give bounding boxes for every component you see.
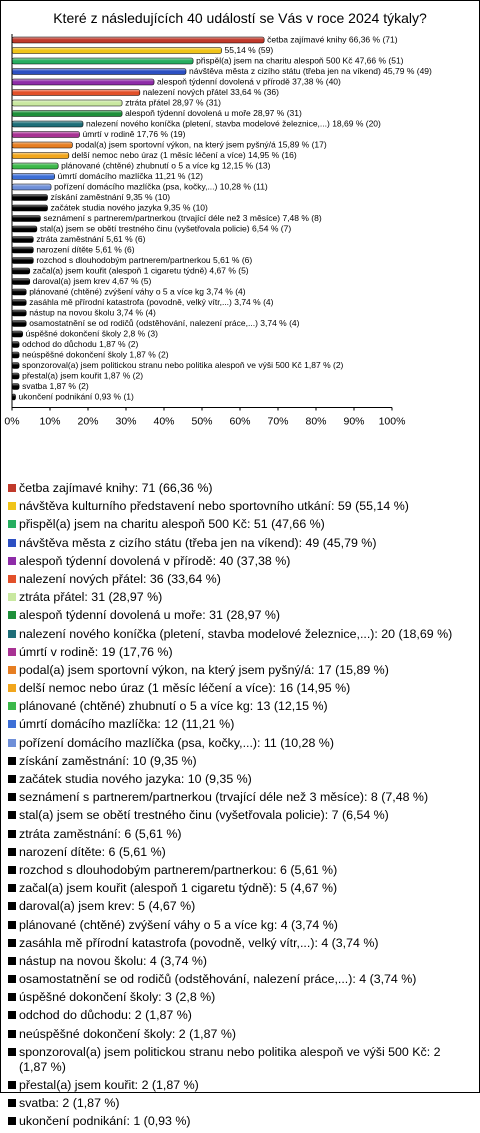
bar — [12, 321, 26, 327]
x-tick-label: 30% — [115, 415, 137, 428]
legend-label: seznámení s partnerem/partnerkou (trvající déle než 3 měsíce): 8 (7,48 %) — [19, 790, 429, 805]
legend-item — [8, 499, 472, 514]
legend-item — [8, 736, 472, 751]
legend-item — [8, 572, 472, 587]
bar — [12, 184, 51, 190]
legend-item — [8, 1027, 472, 1042]
bar — [12, 195, 48, 201]
legend-swatch — [8, 830, 16, 838]
legend-item — [8, 608, 472, 623]
bar-label: ztráta přátel 28,97 % (31) — [125, 97, 222, 108]
legend-swatch — [8, 939, 16, 947]
legend-item — [8, 772, 472, 787]
legend-item — [8, 627, 472, 642]
legend-label: návštěva kulturního představení nebo sportovního utkání: 59 (55,14 %) — [19, 499, 409, 514]
legend-swatch — [8, 921, 16, 929]
legend-label: plánované (chtěné) zvýšení váhy o 5 a více kg: 4 (3,74 %) — [19, 917, 338, 932]
legend-swatch — [8, 539, 16, 547]
legend-label: nalezení nového koníčka (pletení, stavba modelové železnice,...): 20 (18,69 %) — [19, 626, 453, 641]
legend-swatch — [8, 793, 16, 801]
x-tick-label: 0% — [4, 415, 20, 428]
legend-swatch — [8, 739, 16, 747]
bar-label: úspěšné dokončení školy 2,8 % (3) — [25, 328, 158, 339]
legend-label: ukončení podnikání: 1 (0,93 %) — [19, 1114, 191, 1129]
chart-title: Které z následujících 40 událostí se Vás v roce 2024 týkaly? — [53, 10, 427, 26]
bar — [12, 384, 19, 390]
bar — [12, 237, 33, 243]
legend-swatch — [8, 975, 16, 983]
legend-item — [8, 717, 472, 732]
legend-item — [8, 936, 472, 951]
legend-swatch — [8, 1030, 16, 1038]
legend-item — [8, 954, 472, 969]
bar — [12, 289, 26, 295]
bar-label: alespoň týdenní dovolená v přírodě 37,38 % (40) — [157, 76, 341, 87]
legend-label: úmrtí domácího mazlíčka: 12 (11,21 %) — [19, 717, 235, 732]
bar — [12, 352, 19, 358]
bar-label: 55,14 % (59) — [224, 45, 274, 55]
bar — [12, 132, 79, 138]
legend-item — [8, 863, 472, 878]
legend-label: úmrtí v rodině: 19 (17,76 %) — [19, 644, 173, 659]
bar — [12, 268, 30, 274]
x-tick-label: 70% — [267, 415, 289, 428]
legend-label: sponzoroval(a) jsem politickou stranu nebo politika alespoň ve výši 500 Kč: 2 (1,87 %) — [19, 1044, 441, 1074]
x-tick-label: 100% — [378, 415, 406, 428]
legend-item — [8, 972, 472, 987]
legend-swatch — [8, 884, 16, 892]
bar-label: zasáhla mě přírodní katastrofa (povodně, velký vítr,...) 3,74 % (4) — [29, 297, 274, 307]
legend-label: začal(a) jsem kouřit (alespoň 1 cigaretu týdně): 5 (4,67 %) — [19, 881, 338, 896]
bar-label: rozchod s dlouhodobým partnerem/partnerkou 5,61 % (6) — [36, 255, 253, 265]
legend-item — [8, 554, 472, 569]
bar — [12, 48, 222, 54]
legend-swatch — [8, 484, 16, 492]
legend-label: stal(a) jsem se obětí trestného činu (vyšetřovala policie): 7 (6,54 %) — [19, 808, 389, 823]
legend-swatch — [8, 520, 16, 528]
bar — [12, 90, 140, 96]
legend-item — [8, 790, 472, 805]
legend-label: plánované (chtěné) zhubnutí o 5 a více kg: 13 (12,15 %) — [19, 699, 328, 714]
bar-label: získání zaměstnání 9,35 % (10) — [50, 192, 171, 202]
legend-label: četba zajímavé knihy: 71 (66,36 %) — [19, 481, 213, 495]
bar-label: ztráta zaměstnání 5,61 % (6) — [36, 234, 146, 244]
bar — [12, 342, 19, 348]
bar-label: odchod do důchodu 1,87 % (2) — [22, 339, 139, 349]
bar — [12, 258, 33, 264]
legend-swatch — [8, 684, 16, 692]
legend-label: pořízení domácího mazlíčka (psa, kočky,...): 11 (10,28 %) — [19, 735, 334, 750]
legend-item — [8, 827, 472, 842]
legend-label: delší nemoc nebo úraz (1 měsíc léčení a více): 16 (14,95 %) — [19, 681, 351, 696]
legend-label: alespoň týdenní dovolená u moře: 31 (28,97 %) — [19, 608, 281, 623]
bar-label: nalezení nových přátel 33,64 % (36) — [142, 87, 279, 97]
legend-swatch — [8, 775, 16, 783]
bar-label: seznámení s partnerem/partnerkou (trvající déle než 3 měsíce) 7,48 % (8) — [43, 213, 322, 223]
legend-swatch — [8, 757, 16, 765]
legend-swatch — [8, 1081, 16, 1089]
legend-item — [8, 1008, 472, 1023]
legend-label: návštěva města z cizího státu (třeba jen na víkend): 49 (45,79 %) — [19, 535, 377, 550]
legend-swatch — [8, 902, 16, 910]
legend-swatch — [8, 502, 16, 510]
bar — [12, 226, 37, 232]
legend-item — [8, 899, 472, 914]
bar — [12, 100, 122, 106]
legend-label: nalezení nových přátel: 36 (33,64 %) — [19, 571, 221, 586]
bar — [12, 394, 16, 400]
legend-label: zasáhla mě přírodní katastrofa (povodně, velký vítr,...): 4 (3,74 %) — [19, 935, 379, 950]
x-tick-label: 60% — [229, 415, 251, 428]
legend-item — [8, 1114, 472, 1129]
bar-label: alespoň týdenní dovolená u moře 28,97 % (31) — [125, 108, 302, 118]
bar-label: ukončení podnikání 0,93 % (1) — [18, 391, 134, 402]
bar-label: plánované (chtěné) zvýšení váhy o 5 a více kg 3,74 % (4) — [29, 286, 246, 297]
legend-item — [8, 881, 472, 896]
legend-item — [8, 699, 472, 714]
legend-swatch — [8, 702, 16, 710]
bar-label: narození dítěte 5,61 % (6) — [36, 244, 135, 255]
legend-swatch — [8, 666, 16, 674]
bar-label: daroval(a) jsem krev 4,67 % (5) — [32, 276, 152, 286]
bar — [12, 363, 19, 369]
legend-swatch — [8, 720, 16, 728]
legend-label: narození dítěte: 6 (5,61 %) — [19, 844, 166, 859]
bar-label: pořízení domácího mazlíčka (psa, kočky,...) 10,28 % (11) — [54, 181, 268, 192]
bar-label: nástup na novou školu 3,74 % (4) — [29, 307, 156, 318]
bar — [12, 331, 23, 337]
legend-label: ztráta zaměstnání: 6 (5,61 %) — [19, 826, 182, 841]
bar-label: sponzoroval(a) jsem politickou stranu nebo politika alespoň ve výši 500 Kč 1,87 % (2) — [22, 360, 344, 370]
bar — [12, 37, 264, 43]
bar-label: začal(a) jsem kouřit (alespoň 1 cigaretu týdně) 4,67 % (5) — [32, 265, 249, 276]
legend-item — [8, 1078, 472, 1093]
legend-swatch — [8, 993, 16, 1001]
x-tick-label: 10% — [39, 415, 61, 428]
legend-swatch — [8, 811, 16, 819]
bar — [12, 300, 26, 306]
bar-label: přestal(a) jsem kouřit 1,87 % (2) — [22, 370, 144, 381]
legend-label: odchod do důchodu: 2 (1,87 %) — [19, 1008, 192, 1023]
legend-swatch — [8, 1099, 16, 1107]
legend-item — [8, 808, 472, 823]
bar-label: stal(a) jsem se obětí trestného činu (vyšetřovala policie) 6,54 % (7) — [39, 223, 292, 234]
bar-label: plánované (chtěné) zhubnutí o 5 a více kg 12,15 % (13) — [61, 160, 271, 171]
x-tick-label: 80% — [305, 415, 327, 428]
bar-label: přispěl(a) jsem na charitu alespoň 500 Kč 47,66 % (51) — [196, 55, 404, 66]
bar — [12, 174, 55, 180]
legend-label: svatba: 2 (1,87 %) — [19, 1096, 120, 1111]
legend-swatch — [8, 1048, 16, 1056]
bar — [12, 279, 30, 285]
bar — [12, 69, 186, 75]
legend-swatch — [8, 1117, 16, 1125]
bar — [12, 121, 83, 127]
bar — [12, 163, 58, 169]
legend-item — [8, 681, 472, 696]
legend-swatch — [8, 630, 16, 638]
legend-swatch — [8, 611, 16, 619]
x-tick-label: 90% — [343, 415, 365, 428]
legend-item — [8, 590, 472, 605]
legend-swatch — [8, 648, 16, 656]
bar — [12, 247, 33, 253]
bar-label: nalezení nového koníčka (pletení, stavba modelové železnice,...) 18,69 % (20) — [86, 118, 381, 129]
legend-item — [8, 663, 472, 678]
legend-label: začátek studia nového jazyka: 10 (9,35 %) — [19, 772, 252, 786]
bar-label: úmrtí v rodině 17,76 % (19) — [82, 129, 186, 139]
bar-label: delší nemoc nebo úraz (1 měsíc léčení a více) 14,95 % (16) — [71, 150, 297, 160]
legend-label: osamostatnění se od rodičů (odstěhování, nalezení práce,...): 4 (3,74 %) — [19, 972, 417, 987]
bar — [12, 79, 154, 85]
legend-label: přestal(a) jsem kouřit: 2 (1,87 %) — [19, 1078, 199, 1092]
legend-label: ztráta přátel: 31 (28,97 %) — [19, 590, 163, 605]
bar-label: svatba 1,87 % (2) — [22, 381, 89, 391]
legend-item — [8, 1096, 472, 1111]
bar — [12, 373, 19, 379]
legend-item — [8, 918, 472, 933]
bar-label: začátek studia nového jazyka 9,35 % (10) — [50, 202, 208, 213]
legend-item — [8, 536, 472, 551]
legend-label: úspěšné dokončení školy: 3 (2,8 %) — [19, 990, 216, 1005]
legend-item — [8, 845, 472, 860]
x-tick-label: 50% — [191, 415, 213, 428]
x-tick-label: 40% — [153, 415, 175, 428]
bar — [12, 142, 72, 148]
legend-swatch — [8, 848, 16, 856]
bar — [12, 153, 69, 159]
x-tick-label: 20% — [77, 415, 99, 428]
legend-label: přispěl(a) jsem na charitu alespoň 500 Kč: 51 (47,66 %) — [19, 517, 325, 532]
bar — [12, 310, 26, 316]
legend-item — [8, 517, 472, 532]
legend-item — [8, 481, 472, 496]
bar-label: četba zajímavé knihy 66,36 % (71) — [267, 34, 398, 45]
legend-label: daroval(a) jsem krev: 5 (4,67 %) — [19, 899, 196, 914]
legend-label: podal(a) jsem sportovní výkon, na který jsem pyšný/á: 17 (15,89 %) — [19, 662, 389, 677]
legend-swatch — [8, 593, 16, 601]
legend-swatch — [8, 866, 16, 874]
legend-swatch — [8, 557, 16, 565]
bar-label: úmrtí domácího mazlíčka 11,21 % (12) — [57, 171, 203, 181]
legend-item — [8, 1045, 472, 1075]
chart-legend — [8, 481, 472, 1133]
legend-label: získání zaměstnání: 10 (9,35 %) — [19, 753, 197, 768]
bar — [12, 58, 193, 64]
legend-label: neúspěšné dokončení školy: 2 (1,87 %) — [19, 1026, 236, 1041]
bar — [12, 111, 122, 117]
legend-item — [8, 990, 472, 1005]
legend-label: rozchod s dlouhodobým partnerem/partnerkou: 6 (5,61 %) — [19, 862, 338, 877]
legend-label: alespoň týdenní dovolená v přírodě: 40 (37,38 %) — [19, 553, 291, 568]
legend-item — [8, 645, 472, 660]
bar-label: návštěva města z cizího státu (třeba jen na víkend) 45,79 % (49) — [189, 66, 432, 76]
bar — [12, 216, 40, 222]
bar-chart — [0, 0, 480, 470]
legend-swatch — [8, 1011, 16, 1019]
bar — [12, 205, 48, 211]
bar-label: podal(a) jsem sportovní výkon, na který jsem pyšný/á 15,89 % (17) — [75, 139, 327, 150]
bar-label: osamostatnění se od rodičů (odstěhování, nalezení práce,...) 3,74 % (4) — [29, 318, 300, 328]
bar-label: neúspěšné dokončení školy 1,87 % (2) — [22, 349, 169, 360]
legend-swatch — [8, 575, 16, 583]
legend-label: nástup na novou školu: 4 (3,74 %) — [19, 953, 208, 968]
legend-swatch — [8, 957, 16, 965]
legend-item — [8, 754, 472, 769]
